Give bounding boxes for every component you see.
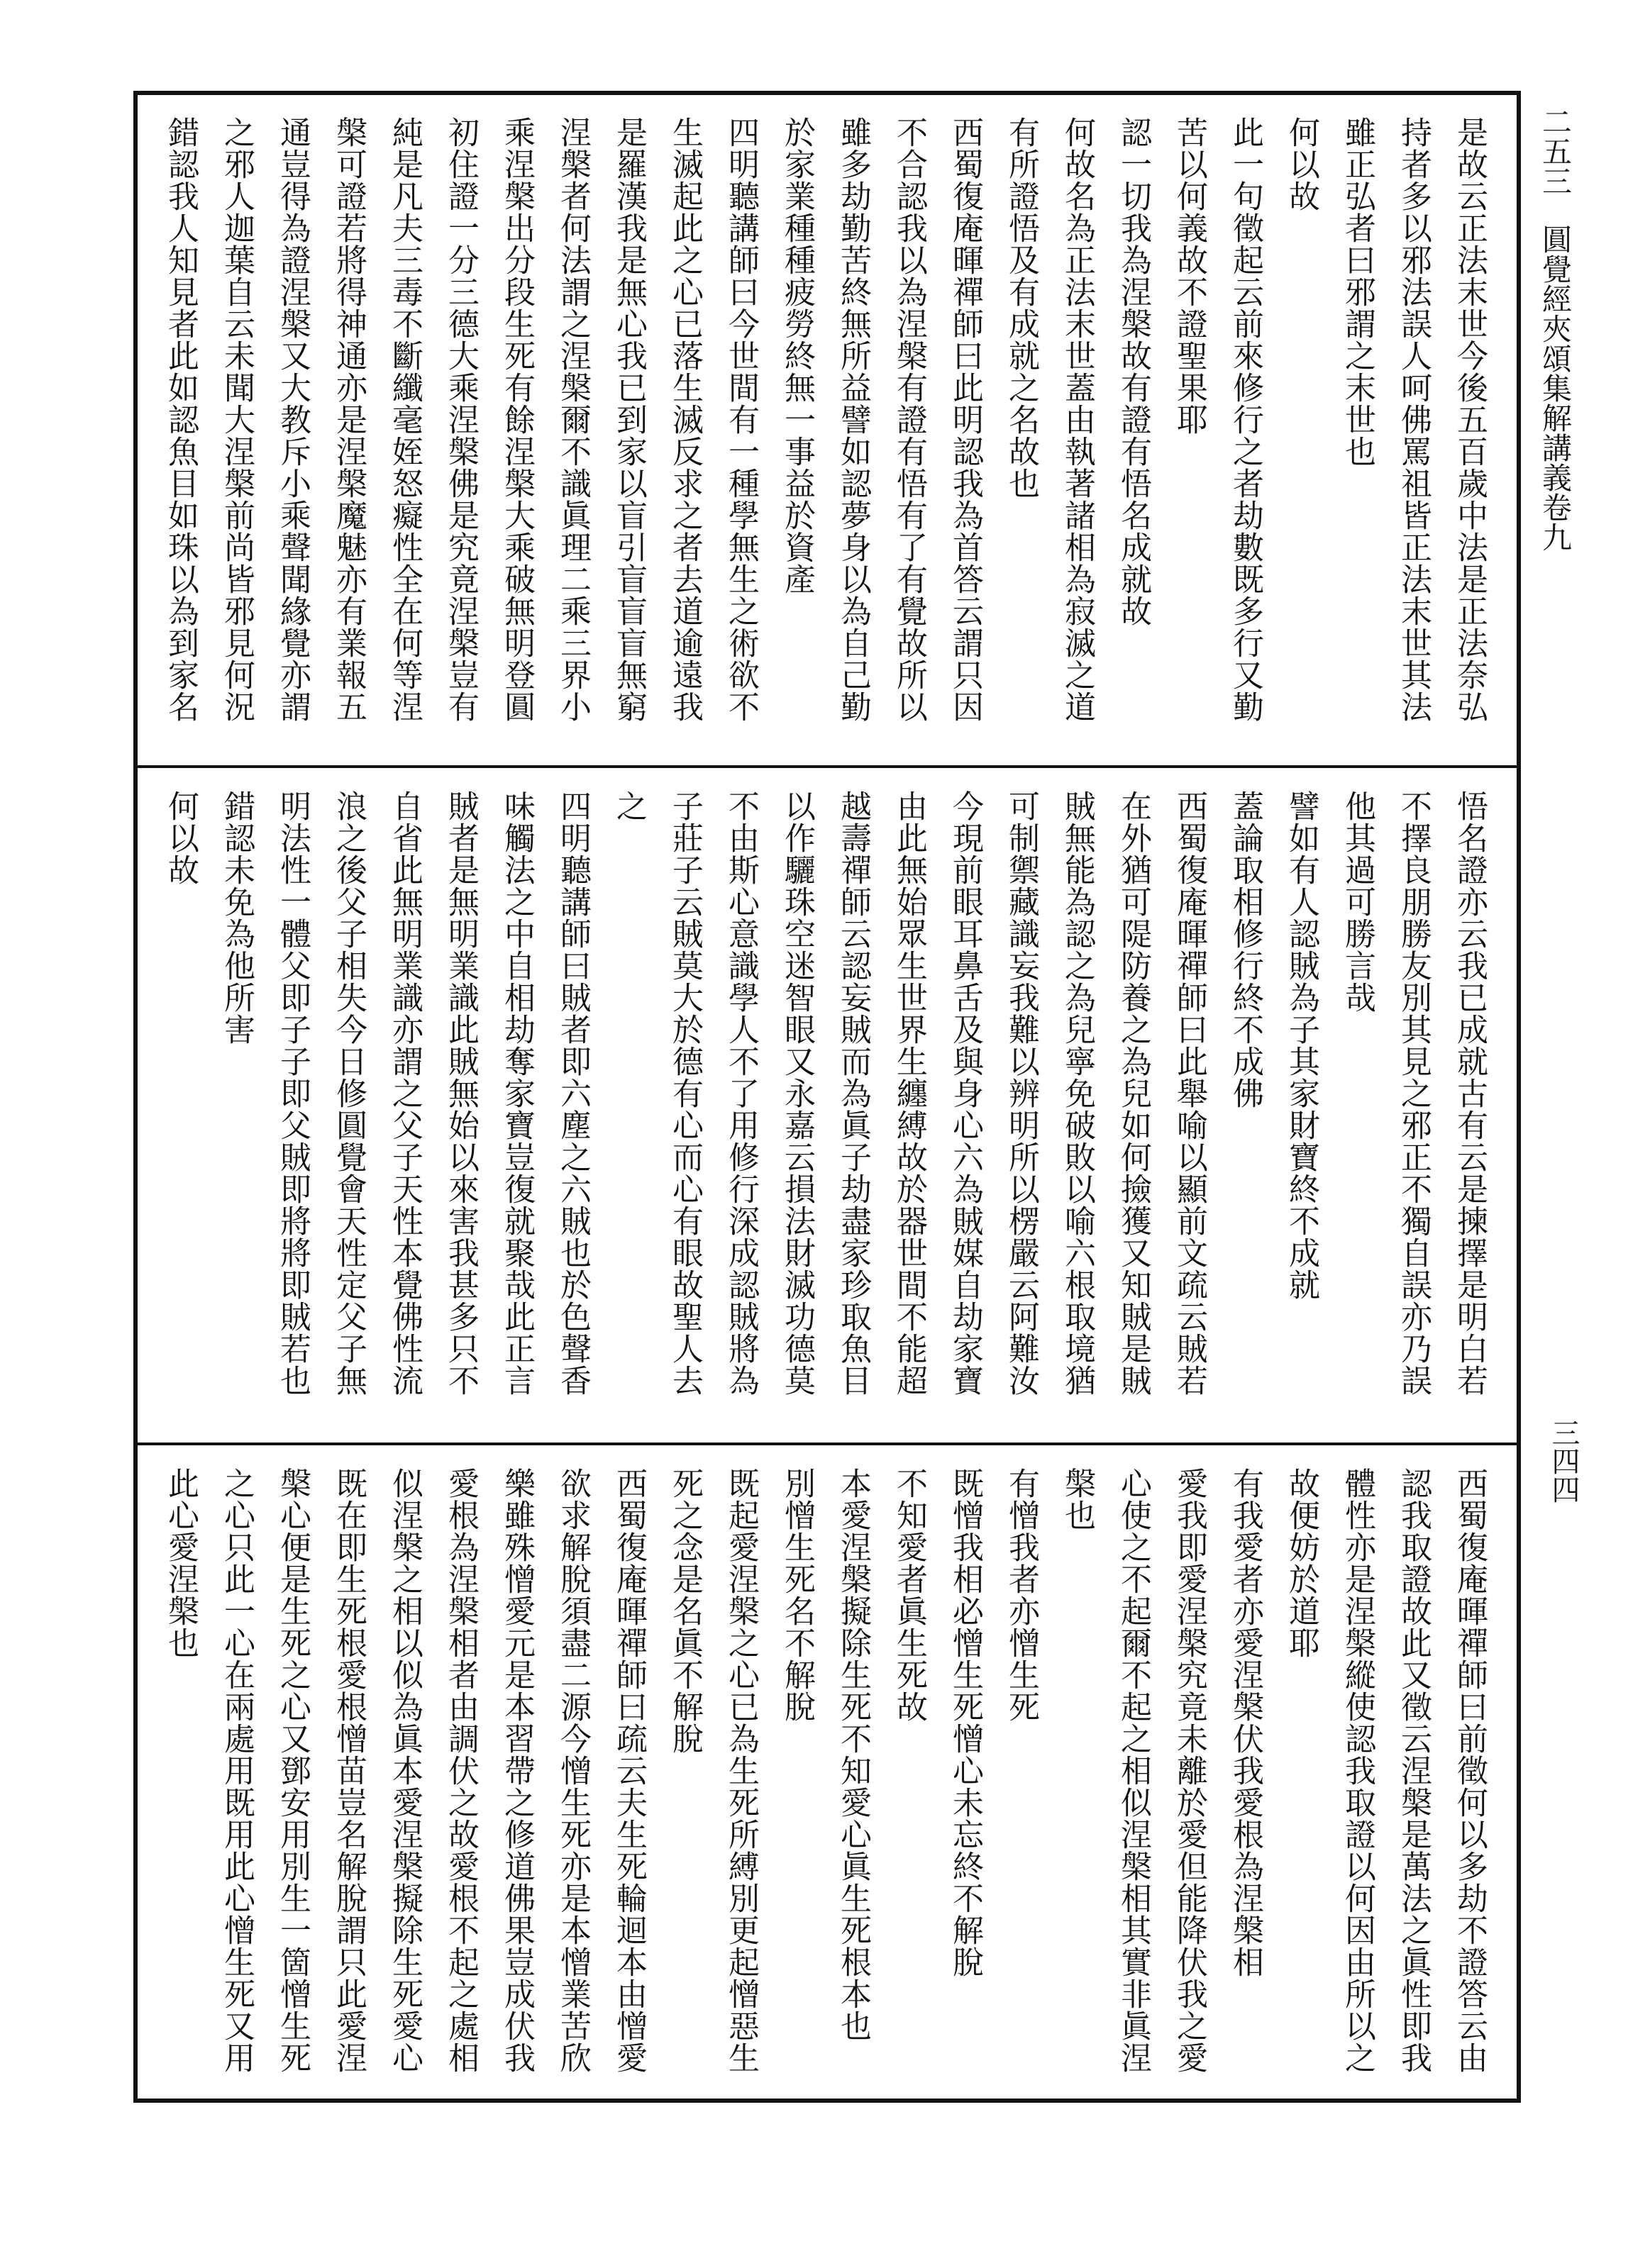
text-column: 槃也 bbox=[1059, 1467, 1095, 1531]
text-column: 生滅起此之心已落生滅反求之者去道逾遠我 bbox=[667, 116, 703, 723]
text-column: 樂雖殊憎愛元是本習帶之修道佛果豈成伏我 bbox=[499, 1467, 535, 2074]
text-column: 愛我即愛涅槃究竟未離於愛但能降伏我之愛 bbox=[1171, 1467, 1207, 2074]
text-column: 四明聽講師曰今世間有一種學無生之術欲不 bbox=[723, 116, 759, 723]
text-band-3 bbox=[155, 1467, 1500, 2091]
text-column: 愛根為涅槃相者由調伏之故愛根不起之處相 bbox=[443, 1467, 479, 2074]
text-column: 本愛涅槃擬除生死不知愛心眞生死根本也 bbox=[835, 1467, 871, 2042]
text-column: 於家業種種疲勞終無一事益於資產 bbox=[779, 116, 815, 595]
text-column: 既在即生死根愛根憎苗豈名解脫謂只此愛涅 bbox=[331, 1467, 367, 2074]
text-column: 之 bbox=[611, 790, 647, 822]
text-column: 不由斯心意識學人不了用修行深成認賊將為 bbox=[723, 790, 759, 1396]
text-column: 浪之後父子相失今日修圓覺會天性定父子無 bbox=[331, 790, 367, 1396]
text-column: 槃可證若將得神通亦是涅槃魔魅亦有業報五 bbox=[331, 116, 367, 723]
text-column: 四明聽講師曰賊者即六塵之六賊也於色聲香 bbox=[555, 790, 591, 1396]
text-column: 心使之不起爾不起之相似涅槃相其實非眞涅 bbox=[1115, 1467, 1151, 2074]
text-column: 初住證一分三德大乘涅槃佛是究竟涅槃豈有 bbox=[443, 116, 479, 723]
margin-header bbox=[1535, 106, 1575, 552]
text-column: 不知愛者眞生死故 bbox=[891, 1467, 927, 1723]
band-divider bbox=[138, 1442, 1517, 1445]
text-column: 似涅槃之相以似為眞本愛涅槃擬除生死愛心 bbox=[387, 1467, 423, 2074]
text-column: 子莊子云賊莫大於德有心而心有眼故聖人去 bbox=[667, 790, 703, 1396]
text-column: 賊無能為認之為兒寧免破敗以喻六根取境猶 bbox=[1059, 790, 1095, 1396]
text-column: 槃心便是生死之心又鄧安用別生一箇憎生死 bbox=[275, 1467, 311, 2074]
text-column: 體性亦是涅槃縱使認我取證以何因由所以之 bbox=[1339, 1467, 1375, 2074]
text-band-1 bbox=[155, 116, 1500, 755]
text-column: 乘涅槃出分段生死有餘涅槃大乘破無明登圓 bbox=[499, 116, 535, 723]
text-column: 西蜀復庵暉禪師曰疏云夫生死輪迴本由憎愛 bbox=[611, 1467, 647, 2074]
text-column: 有所證悟及有成就之名故也 bbox=[1003, 116, 1039, 499]
text-column: 之心只此一心在兩處用既用此心憎生死又用 bbox=[218, 1467, 255, 2074]
text-column: 錯認未免為他所害 bbox=[218, 790, 255, 1045]
text-column: 之邪人迦葉自云未聞大涅槃前尚皆邪見何況 bbox=[218, 116, 255, 723]
side-page-number: 三四四 bbox=[1547, 1418, 1580, 1503]
page-frame bbox=[133, 91, 1521, 2103]
text-column: 純是凡夫三毒不斷纖毫姪怒癡性全在何等涅 bbox=[387, 116, 423, 723]
text-column: 在外猶可隄防養之為兒如何撿獲又知賊是賊 bbox=[1115, 790, 1151, 1396]
text-column: 欲求解脫須盡二源今憎生死亦是本憎業苦欣 bbox=[555, 1467, 591, 2074]
text-column: 不合認我以為涅槃有證有悟有了有覺故所以 bbox=[891, 116, 927, 723]
text-column: 雖正弘者曰邪謂之末世也 bbox=[1339, 116, 1375, 467]
text-column: 此一句徵起云前來修行之者劫數既多行又勤 bbox=[1227, 116, 1263, 723]
text-column: 有憎我者亦憎生死 bbox=[1003, 1467, 1039, 1723]
text-column: 既起愛涅槃之心已為生死所縛別更起憎惡生 bbox=[723, 1467, 759, 2074]
text-column: 何故名為正法末世蓋由執著諸相為寂滅之道 bbox=[1059, 116, 1095, 723]
text-column: 自省此無明業識亦謂之父子天性本覺佛性流 bbox=[387, 790, 423, 1396]
band-divider bbox=[138, 765, 1517, 768]
text-column: 既憎我相必憎生死憎心未忘終不解脫 bbox=[947, 1467, 983, 1978]
text-band-2 bbox=[155, 790, 1500, 1428]
text-column: 有我愛者亦愛涅槃伏我愛根為涅槃相 bbox=[1227, 1467, 1263, 1978]
text-column: 悟名證亦云我已成就古有云是揀擇是明白若 bbox=[1451, 790, 1488, 1396]
text-column: 賊者是無明業識此賊無始以來害我甚多只不 bbox=[443, 790, 479, 1396]
text-column: 雖多劫勤苦終無所益譬如認夢身以為自己勤 bbox=[835, 116, 871, 723]
text-column: 譬如有人認賊為子其家財寶終不成就 bbox=[1283, 790, 1319, 1301]
text-column: 西蜀復庵暉禪師曰此舉喻以顯前文疏云賊若 bbox=[1171, 790, 1207, 1396]
text-column: 認一切我為涅槃故有證有悟名成就故 bbox=[1115, 116, 1151, 627]
page-number: 二五三 bbox=[1538, 106, 1573, 196]
text-column: 由此無始眾生世界生纏縛故於器世間不能超 bbox=[891, 790, 927, 1396]
text-column: 越壽禪師云認妄賊而為眞子劫盡家珍取魚目 bbox=[835, 790, 871, 1396]
text-column: 味觸法之中自相劫奪家寶豈復就聚哉此正言 bbox=[499, 790, 535, 1396]
text-column: 西蜀復庵暉禪師曰前徵何以多劫不證答云由 bbox=[1451, 1467, 1488, 2074]
text-column: 通豈得為證涅槃又大教斥小乘聲聞緣覺亦謂 bbox=[275, 116, 311, 723]
text-column: 今現前眼耳鼻舌及與身心六為賊媒自劫家寶 bbox=[947, 790, 983, 1396]
text-column: 涅槃者何法謂之涅槃爾不識眞理二乘三界小 bbox=[555, 116, 591, 723]
text-column: 何以故 bbox=[1283, 116, 1319, 212]
text-column: 何以故 bbox=[162, 790, 199, 886]
text-column: 他其過可勝言哉 bbox=[1339, 790, 1375, 1013]
text-column: 西蜀復庵暉禪師曰此明認我為首答云謂只因 bbox=[947, 116, 983, 723]
text-column: 是故云正法末世今後五百歲中法是正法奈弘 bbox=[1451, 116, 1488, 723]
text-column: 故便妨於道耶 bbox=[1283, 1467, 1319, 1659]
text-column: 以作驪珠空迷智眼又永嘉云損法財滅功德莫 bbox=[779, 790, 815, 1396]
text-column: 明法性一體父即子子即父賊即將將即賊若也 bbox=[275, 790, 311, 1396]
text-column: 不擇良朋勝友別其見之邪正不獨自誤亦乃誤 bbox=[1395, 790, 1432, 1396]
text-column: 可制禦藏識妄我難以辨明所以楞嚴云阿難汝 bbox=[1003, 790, 1039, 1396]
text-column: 持者多以邪法誤人呵佛罵祖皆正法末世其法 bbox=[1395, 116, 1432, 723]
text-column: 此心愛涅槃也 bbox=[162, 1467, 199, 1659]
text-column: 苦以何義故不證聖果耶 bbox=[1171, 116, 1207, 435]
text-column: 別憎生死名不解脫 bbox=[779, 1467, 815, 1723]
text-column: 是羅漢我是無心我已到家以盲引盲盲盲無窮 bbox=[611, 116, 647, 723]
text-column: 蓋論取相修行終不成佛 bbox=[1227, 790, 1263, 1109]
text-column: 錯認我人知見者此如認魚目如珠以為到家名 bbox=[162, 116, 199, 723]
book-title: 圓覺經夾頌集解講義卷九 bbox=[1538, 224, 1573, 552]
text-column: 認我取證故此又徵云涅槃是萬法之眞性即我 bbox=[1395, 1467, 1432, 2074]
text-column: 死之念是名眞不解脫 bbox=[667, 1467, 703, 1755]
